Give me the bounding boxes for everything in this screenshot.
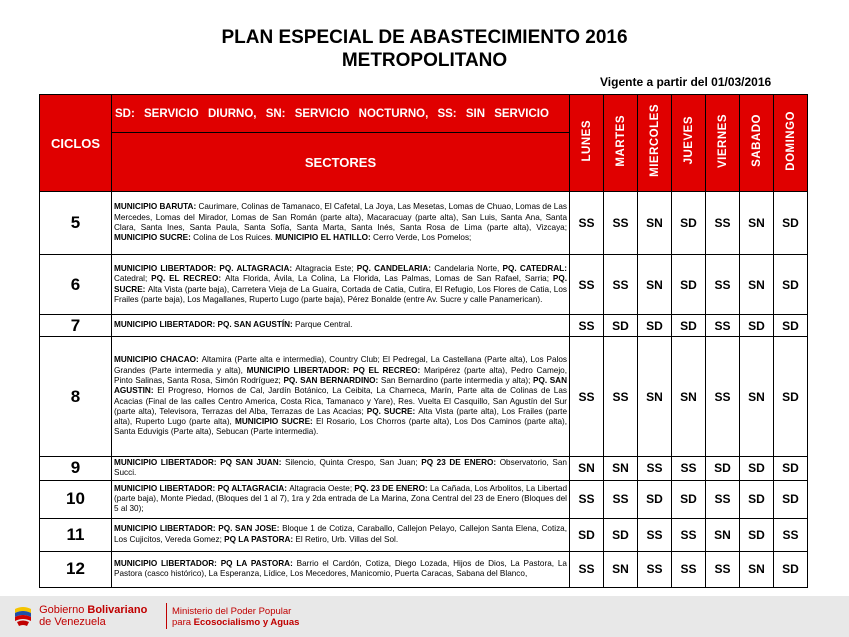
bolivariano-label: Bolivariano [87, 604, 148, 616]
page-title: PLAN ESPECIAL DE ABASTECIMIENTO 2016 [221, 27, 628, 48]
municipality-label: PQ. EL RECREO: [151, 274, 225, 284]
sector-list: Parque Central. [295, 320, 353, 330]
table-row [40, 192, 808, 255]
service-code: SD [774, 192, 808, 255]
effective-date: Vigente a partir del 01/03/2016 [600, 75, 772, 89]
municipality-label: MUNICIPIO SUCRE: [114, 233, 194, 243]
header-day-domingo: DOMINGO [774, 95, 808, 192]
service-code: SD [774, 337, 808, 457]
table-row [40, 480, 808, 518]
ciclo-number: 11 [40, 518, 112, 551]
header-day-miercoles: MIERCOLES [638, 95, 672, 192]
municipality-label: PQ. CATEDRAL: [502, 263, 567, 273]
sector-description [112, 480, 570, 518]
ministry-label [172, 606, 299, 628]
header-day-sabado: SABADO [740, 95, 774, 192]
municipality-label: PQ. SUCRE: [114, 274, 567, 294]
service-code: SN [740, 337, 774, 457]
service-code: SS [570, 480, 604, 518]
sector-description [112, 337, 570, 457]
sector-description [112, 457, 570, 481]
gobierno-label: Gobierno [39, 604, 85, 616]
service-code: SS [570, 255, 604, 315]
footer-bar [0, 596, 849, 637]
sector-description [112, 518, 570, 551]
header-day-jueves: JUEVES [672, 95, 706, 192]
table-row [40, 551, 808, 587]
header-day-lunes: LUNES [570, 95, 604, 192]
municipality-label: MUNICIPIO LIBERTADOR: PQ. ALTAGRACIA: [114, 263, 296, 273]
page-subtitle: METROPOLITANO [341, 50, 508, 71]
service-code: SD [740, 457, 774, 481]
ciclo-number: 8 [40, 337, 112, 457]
sector-list: El Retiro, Urb. Villas del Sol. [295, 534, 399, 544]
service-code: SD [774, 480, 808, 518]
government-logo [13, 604, 147, 628]
table-row [40, 255, 808, 315]
flag-icon [13, 605, 33, 627]
service-code: SD [604, 518, 638, 551]
service-code: SS [706, 551, 740, 587]
municipality-label: MUNICIPIO SUCRE: [235, 417, 316, 427]
municipality-label: MUNICIPIO LIBERTADOR: PQ LA PASTORA: [114, 558, 297, 568]
table-row [40, 518, 808, 551]
table-row [40, 337, 808, 457]
ciclo-number: 6 [40, 255, 112, 315]
service-code: SD [672, 315, 706, 337]
service-code: SN [740, 192, 774, 255]
service-code: SD [570, 518, 604, 551]
sector-description [112, 255, 570, 315]
service-code: SS [570, 315, 604, 337]
municipality-label: MUNICIPIO CHACAO: [114, 355, 202, 365]
header-sectores: SECTORES [112, 133, 570, 192]
sector-description [112, 551, 570, 587]
service-code: SN [638, 192, 672, 255]
municipality-label: PQ. SAN BERNARDINO: [283, 375, 381, 385]
service-code: SD [774, 551, 808, 587]
service-code: SD [774, 315, 808, 337]
service-code: SD [672, 480, 706, 518]
service-code: SS [570, 192, 604, 255]
municipality-label: MUNICIPIO LIBERTADOR: PQ. SAN JOSE: [114, 524, 283, 534]
sector-list: La Cañada, Los Arbolitos, La Libertad (parte baja), Monte Piedad, (Bloques del 1 al 7), 1ra y 2da entrada de La Marina, Zona Central del 23 de Enero (Bloques del 5 al 30); [114, 483, 567, 514]
header-day-martes: MARTES [604, 95, 638, 192]
sector-list: Altagracia Oeste; [289, 483, 355, 493]
service-code: SN [604, 457, 638, 481]
municipality-label: PQ. CANDELARIA: [356, 263, 435, 273]
sector-list: Maripérez (parte alta), Pedro Camejo, Pinto Salinas, Santa Rosa, Simón Rodríguez; [114, 365, 567, 385]
sector-list: Alta Florida, Ávila, La Colina, La Florida, Las Palmas, Lomas de San Rafael, Sarria; [224, 274, 553, 284]
service-code: SN [638, 255, 672, 315]
service-code: SD [774, 255, 808, 315]
header-ciclos: CICLOS [40, 95, 112, 192]
municipality-label: MUNICIPIO LIBERTADOR: PQ EL RECREO: [246, 365, 424, 375]
ciclo-number: 12 [40, 551, 112, 587]
sector-list: Alta Vista (parte baja), Carretera Vieja de La Guaira, Cortada de Catia, Cutira, El Refugio, Los Flores de Catia, Los Frailes (parte baja), Los Magallanes, Ruperto Lugo (parte baja), Pérez Bonalde (entre Av. Sucre y calle Panamerican). [114, 284, 567, 304]
table-row [40, 457, 808, 481]
ciclo-number: 10 [40, 480, 112, 518]
venezuela-label: de Venezuela [39, 616, 106, 628]
service-code: SD [604, 315, 638, 337]
municipality-label: PQ. SUCRE: [366, 406, 419, 416]
municipality-label: MUNICIPIO LIBERTADOR: PQ ALTAGRACIA: [114, 483, 290, 493]
service-code: SS [638, 457, 672, 481]
service-code: SS [774, 518, 808, 551]
service-code: SS [570, 337, 604, 457]
sector-list: Altagracia Este; [295, 263, 357, 273]
service-code: SN [570, 457, 604, 481]
service-code: SS [706, 337, 740, 457]
sector-list: Bloque 1 de Cotiza, Caraballo, Callejon Pelayo, Callejon Santa Elena, Cotiza, Los Cujicitos, Vereda Gomez; [114, 524, 567, 544]
municipality-label: MUNICIPIO LIBERTADOR: PQ SAN JUAN: [114, 458, 286, 467]
sector-list: Silencio, Quinta Crespo, San Juan; [285, 458, 422, 467]
header-legend: SD: SERVICIO DIURNO, SN: SERVICIO NOCTURNO, SS: SIN SERVICIO [112, 95, 570, 133]
municipality-label: MUNICIPIO LIBERTADOR: PQ. SAN AGUSTÍN: [114, 320, 296, 330]
service-code: SS [706, 480, 740, 518]
sector-list: El Rosario, Los Chorros (parte alta), Los Dos Caminos (parte alta), Santa Eduvigis (Parte alta), Sebucan (Parte intermedia). [114, 417, 567, 437]
service-code: SD [638, 315, 672, 337]
ciclo-number: 5 [40, 192, 112, 255]
service-code: SD [740, 518, 774, 551]
table-row [40, 315, 808, 337]
service-code: SD [740, 315, 774, 337]
service-code: SS [604, 192, 638, 255]
service-code: SS [638, 518, 672, 551]
service-code: SD [774, 457, 808, 481]
ciclo-number: 7 [40, 315, 112, 337]
service-code: SN [740, 255, 774, 315]
service-code: SS [672, 551, 706, 587]
municipality-label: PQ 23 DE ENERO: [421, 458, 500, 467]
service-code: SN [604, 551, 638, 587]
sector-list: San Bernardino (parte intermedia y alta); [380, 375, 533, 385]
service-code: SD [672, 255, 706, 315]
sector-list: Cerro Verde, Los Pomelos; [373, 233, 472, 243]
municipality-label: MUNICIPIO EL HATILLO: [275, 233, 374, 243]
ministry-line2a: para [172, 617, 194, 628]
service-code: SS [638, 551, 672, 587]
service-code: SS [570, 551, 604, 587]
service-code: SN [638, 337, 672, 457]
sector-list: Catedral; [114, 274, 152, 284]
service-code: SN [740, 551, 774, 587]
service-code: SD [672, 192, 706, 255]
service-code: SS [604, 337, 638, 457]
service-code: SD [740, 480, 774, 518]
sector-list: Alta Vista (parte alta), Los Frailes (parte alta), Ruperto Lugo (parte alta), [114, 406, 568, 427]
service-code: SD [706, 457, 740, 481]
municipality-label: PQ. SAN AGUSTIN: [114, 375, 567, 396]
service-code: SS [604, 255, 638, 315]
municipality-label: PQ. 23 DE ENERO: [354, 483, 430, 493]
sector-list: Colina de Los Ruices. [193, 233, 276, 243]
sector-list: Caurimare, Colinas de Tamanaco, El Cafetal, La Joya, Las Mesetas, Lomas de Chuao, Lomas de Las Mercedes, Lomas del Mirador, Lomas de San Román (parte alta), Macaracuay (parte alta), San Luis, Santa Ana, Santa Clara, Santa Ines, Santa Paula, Santa Sofía, Santa Marta, Santa Inés, Santa Rosa de Lima (parte alta), Vizcaya; [114, 202, 567, 232]
sector-list: Observatorio, San Succi. [114, 458, 567, 478]
municipality-label: MUNICIPIO BARUTA: [114, 202, 199, 212]
sector-list: Barrio el Cardón, Cotiza, Diego Lozada, Hijos de Dios, La Pastora, La Pastora (casco histórico), La Esperanza, Lídice, Los Mecedores, Manicomio, Puerta Caracas, Sabana del Blanco, [114, 558, 567, 579]
sector-list: Altamira (Parte alta e intermedia), Country Club; El Pedregal, La Castellana (Parte alta), Los Palos Grandes (Parte intermedia y alta), [114, 355, 567, 375]
supply-schedule-table [39, 94, 808, 588]
service-code: SS [706, 192, 740, 255]
header-day-viernes: VIERNES [706, 95, 740, 192]
ministry-line2b: Ecosocialismo y Aguas [193, 617, 300, 628]
sector-list: El Progreso, Hornos de Cal, Jardín Botánico, La Ceibita, La Charneca, Marín, Parte alta de Colinas de Las Acacias (Final de las calles Centro America, Costa Rica, Tamanaco y Yare), Res. Vuelta El Casquillo, San Agustín del Sur (parte alta), Televisora, Terrazas del Alba, Terrazas de Las Acacias; [114, 386, 567, 416]
service-code: SS [672, 518, 706, 551]
service-code: SN [672, 337, 706, 457]
sector-list: Candelaria Norte, [434, 263, 503, 273]
service-code: SS [706, 315, 740, 337]
service-code: SS [604, 480, 638, 518]
ministry-line1: Ministerio del Poder Popular [172, 606, 292, 617]
service-code: SD [638, 480, 672, 518]
service-code: SN [706, 518, 740, 551]
service-code: SS [706, 255, 740, 315]
service-code: SS [672, 457, 706, 481]
municipality-label: PQ LA PASTORA: [224, 534, 296, 544]
ciclo-number: 9 [40, 457, 112, 481]
sector-description [112, 315, 570, 337]
sector-description [112, 192, 570, 255]
footer-divider [166, 603, 167, 629]
